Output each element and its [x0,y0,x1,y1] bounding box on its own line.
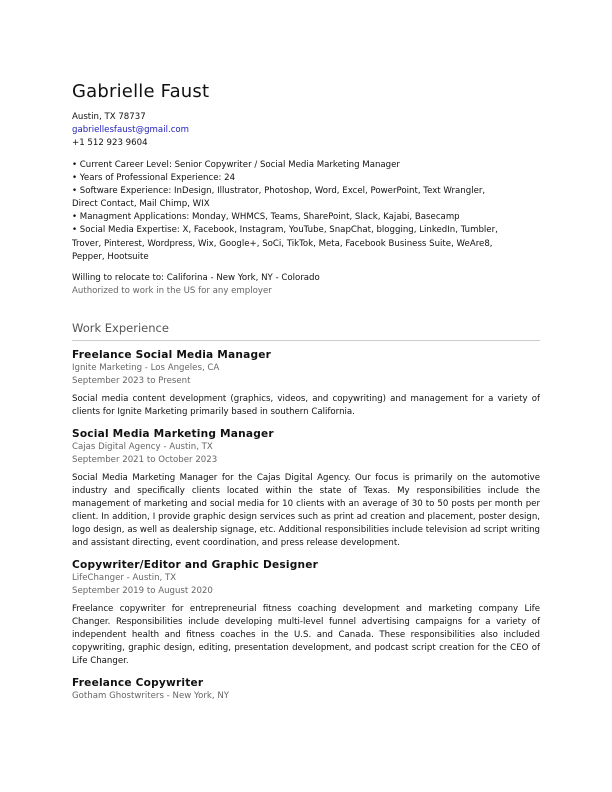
summary-line: • Years of Professional Experience: 24 [72,173,236,184]
summary-line: • Social Media Expertise: X, Facebook, Instagram, YouTube, SnapChat, blogging, LinkedIn, Tumbler, [72,225,498,236]
job-description: Freelance copywriter for entrepreneurial fitness coaching development and marketing company Life Changer. Responsibilities include developing multi-level funnel advertising campaigns for a variety of independent health and fitness coaches in the U.S. and Canada. These responsibilities also included copywriting, graphic design, editing, presentation development, and podcast script creation for the CEO of Life Changer. [72,603,540,666]
job-entry [72,558,540,668]
job-company: Gotham Ghostwriters - New York, NY [72,690,230,701]
summary [72,159,540,264]
work-experience-heading: Work Experience [72,320,540,341]
job-dates: September 2023 to Present [72,375,191,386]
job-dates: September 2021 to October 2023 [72,454,218,465]
relocation: Willing to relocate to: Califorina - New York, NY - Colorado [72,272,320,283]
job-company: Cajas Digital Agency - Austin, TX [72,441,213,452]
candidate-name: Gabrielle Faust [72,81,210,102]
job-title: Freelance Social Media Manager [72,348,272,361]
email-link[interactable]: gabriellesfaust@gmail.com [72,125,190,135]
job-title: Social Media Marketing Manager [72,427,274,440]
job-title: Freelance Copywriter [72,676,204,689]
job-description: Social media content development (graphics, videos, and copywriting) and management for a variety of clients for Ignite Marketing primarily based in southern California. [72,393,540,417]
job-description: Social Media Marketing Manager for the Cajas Digital Agency. Our focus is primarily on the automotive industry and specifically clients located within the state of Texas. My responsibilities include the management of marketing and social media for 10 clients with an average of 30 to 50 posts per month per client. In addition, I provide graphic design services such as print ad creation and placement, poster design, logo design, as well as dealership signage, etc. Additional responsibilities include television ad script writing and assistant directing, event coordination, and press release development. [72,472,540,548]
job-entry [72,427,540,550]
job-company: Ignite Marketing - Los Angeles, CA [72,362,220,373]
phone: +1 512 923 9604 [72,138,148,148]
summary-line: Direct Contact, Mail Chimp, WIX [72,199,210,210]
summary-line: Trover, Pinterest, Wordpress, Wix, Google+, SoCi, TikTok, Meta, Facebook Business Suite, WeAre8, [72,238,493,249]
location: Austin, TX 78737 [72,112,146,122]
job-company: LifeChanger - Austin, TX [72,572,177,583]
job-entry [72,348,540,419]
job-entry [72,676,540,703]
resume-page [72,80,540,703]
summary-line: • Managment Applications: Monday, WHMCS, Teams, SharePoint, Slack, Kajabi, Basecamp [72,212,460,223]
summary-line: • Current Career Level: Senior Copywriter / Social Media Marketing Manager [72,160,400,170]
work-authorization: Authorized to work in the US for any employer [72,285,272,296]
job-title: Copywriter/Editor and Graphic Designer [72,558,319,571]
summary-line: Pepper, Hootsuite [72,251,149,262]
summary-line: • Software Experience: InDesign, Illustrator, Photoshop, Word, Excel, PowerPoint, Text Wrangler, [72,186,486,197]
job-dates: September 2019 to August 2020 [72,585,213,596]
